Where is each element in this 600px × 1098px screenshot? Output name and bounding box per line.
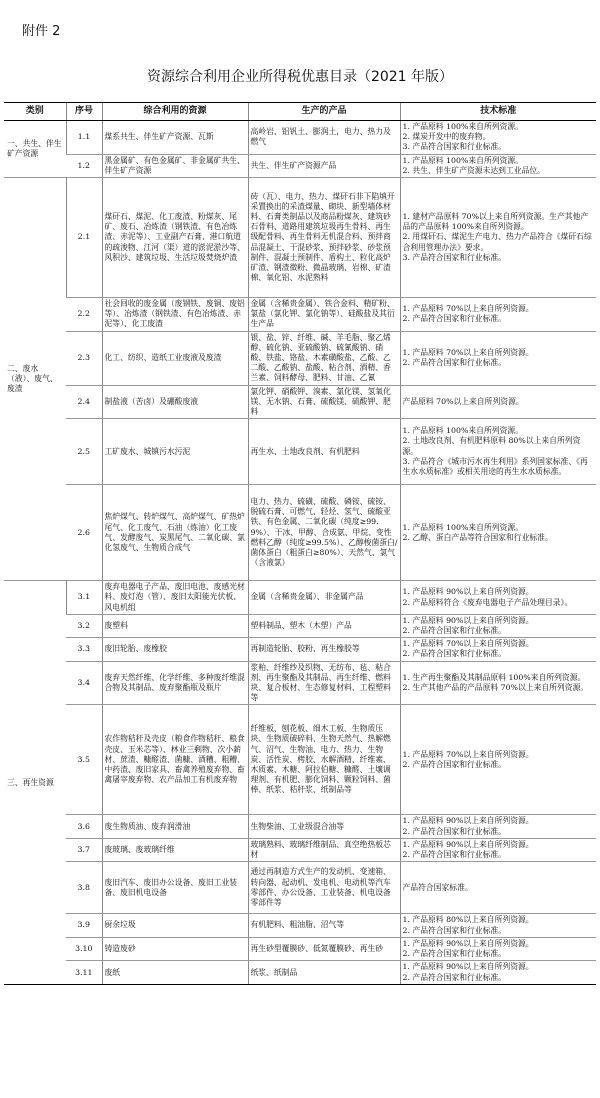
resource-cell: 废玻璃、废玻璃纤维	[102, 838, 248, 861]
resource-cell: 废旧轮胎、废橡胶	[102, 638, 248, 661]
number-cell: 2.1	[66, 178, 102, 298]
standard-cell: 1. 产品原料 90%以上来自所列资源。 2. 产品原料符合《废弃电器电子产品处理目录》。	[400, 581, 596, 615]
table-row	[4, 705, 596, 815]
product-cell: 砖（瓦）、电力、热力、煤矸石非下陷填开采置换出的采渣煤量、砌块、新型墙体材料、石膏类制品以及商品粉煤灰、建筑砂石骨料、道路用建筑垃圾再生骨料、再生级配骨料、再生骨料无机混合料、预拌商品混凝土、干混砂浆、预拌砂浆、砂浆预制件、混凝土预制件、盾构土、粒化高炉矿渣、钢渣微粉、微晶玻璃、岩棉、矿渣棉、氧化铝、水泥熟料	[248, 178, 400, 298]
product-cell: 电力、热力、硫磺、硫酸、磷铵、硫铵、脱硫石膏、可燃气、轻烃、氢气、硫酸亚铁、有色金属、二氧化碳（纯度≥99.9%）、干冰、甲醇、合成氨、甲烷、变性燃料乙醇（纯度≥99.5%）、乙醇梭菌蛋白/菌体蛋白（粗蛋白≥80%）、天然气、氯气（含液氯）	[248, 485, 400, 581]
number-cell: 3.9	[66, 914, 102, 937]
number-cell: 3.8	[66, 862, 102, 914]
attachment-label: 附件 2	[22, 24, 61, 39]
table-row	[4, 419, 596, 485]
resource-cell: 废旧汽车、废旧办公设备、废旧工业装备、废旧机电设备	[102, 862, 248, 914]
resource-cell: 工矿废水、城镇污水污泥	[102, 419, 248, 485]
resource-cell: 铸造废砂	[102, 937, 248, 960]
product-cell: 再生砂型覆膜砂、低氮覆膜砂、再生砂	[248, 937, 400, 960]
product-cell: 高岭岩、铝钒土、膨润土，电力、热力及燃气	[248, 121, 400, 155]
product-cell: 金属（含稀贵金属）、铁合金料、精矿粉、氯盐（氯化钾、氯化钠等）、硅酸盐及其衍生产品	[248, 298, 400, 332]
product-cell: 纤维板、刨花板、细木工板、生物质压块、生物质破碎料、生物天然气、热解燃气、沼气、生物油、电力、热力、生物炭、活性炭、栲胶、水解酒精、纤维素、木质素、木糖、阿拉伯糖、糠醛、土壤调理剂、有机肥、膨化饲料、颗粒饲料、菌棒、纸浆、秸秆浆、纸制品等	[248, 705, 400, 815]
table-row	[4, 121, 596, 155]
standard-cell: 1. 产品原料 90%以上来自所列资源。 2. 产品符合国家和行业标准。	[400, 937, 596, 960]
product-cell: 再制造轮胎、胶粉、再生橡胶等	[248, 638, 400, 661]
table-row	[4, 485, 596, 581]
product-cell: 纸浆、纸制品	[248, 961, 400, 985]
number-cell: 2.5	[66, 419, 102, 485]
table-row	[4, 331, 596, 385]
table-row	[4, 638, 596, 661]
table-row	[4, 614, 596, 637]
table-row	[4, 154, 596, 177]
table-header-row	[4, 103, 596, 121]
resource-cell: 废纸	[102, 961, 248, 985]
number-cell: 3.11	[66, 961, 102, 985]
product-cell: 生物柴油、工业级混合油等	[248, 815, 400, 838]
number-cell: 3.5	[66, 705, 102, 815]
standard-cell: 1. 产品原料 100%来自所列资源。 2. 煤炭开发中的废弃物。 3. 产品符合国家和行业标准。	[400, 121, 596, 155]
table-row	[4, 914, 596, 937]
standard-cell: 1. 生产再生聚酯及其制品原料 100%来自所列资源。 2. 生产其他产品的产品原料 70%以上来自所列资源。	[400, 661, 596, 705]
col-header-product: 生产的产品	[248, 103, 400, 121]
table-row	[4, 385, 596, 419]
standard-cell: 1. 产品原料 100%来自所列资源。 2. 土地改良剂、有机肥料原料 80%以上来自所列资源。 3. 产品符合《城市污水再生利用》系列国家标准、《再生水水质标准》或相关用途的再生水水质标准。	[400, 419, 596, 485]
resource-cell: 废弃天然纤维、化学纤维、多种废纤维混合物及其制品、废弃聚酯瓶及瓶片	[102, 661, 248, 705]
product-cell: 浆粕、纤维纱及织物、无纺布、毡、粘合剂、再生聚酯及其制品、再生纤维、燃料块、复合板材、生态修复材料、工程塑料等	[248, 661, 400, 705]
resource-cell: 废生物质油、废弃润滑油	[102, 815, 248, 838]
col-header-standard: 技术标准	[400, 103, 596, 121]
standard-cell: 1. 产品原料 70%以上来自所列资源。 2. 产品符合国家和行业标准。	[400, 298, 596, 332]
standard-cell: 1. 建材产品原料 70%以上来自所列资源。生产其他产品的产品原料 100%来自所列资源。 2. 用煤矸石、煤泥生产电力、热力产品符合《煤矸石综合利用管理办法》要求。 3. 产品符合国家和行业标准。	[400, 178, 596, 298]
number-cell: 1.1	[66, 121, 102, 155]
number-cell: 3.3	[66, 638, 102, 661]
table-row	[4, 178, 596, 298]
product-cell: 塑料制品、塑木（木塑）产品	[248, 614, 400, 637]
product-cell: 再生水、土地改良剂、有机肥料	[248, 419, 400, 485]
number-cell: 3.4	[66, 661, 102, 705]
table-row	[4, 298, 596, 332]
table-row	[4, 815, 596, 838]
number-cell: 3.6	[66, 815, 102, 838]
product-cell: 通过再制造方式生产的发动机、变速箱、转向器、起动机、发电机、电动机等汽车零部件、办公设备、工业装备、机电设备零部件等	[248, 862, 400, 914]
number-cell: 3.7	[66, 838, 102, 861]
number-cell: 3.1	[66, 581, 102, 615]
product-cell: 玻璃熟料、玻璃纤维制品、真空绝热板芯材	[248, 838, 400, 861]
table-row	[4, 961, 596, 985]
product-cell: 银、盐、锌、纤维、碱、羊毛脂、聚乙烯醇、硫化钠、亚硫酸钠、硫氰酸钠、硝酸、铁盐、铬盐、木素磺酸盐、乙酸、乙二酸、乙酸钠、盐酸、粘合剂、酒精、香兰素、饲料酵母、肥料、甘油、乙氰	[248, 331, 400, 385]
standard-cell: 产品符合国家标准。	[400, 862, 596, 914]
table-row	[4, 862, 596, 914]
standard-cell: 1. 产品原料 70%以上来自所列资源。 2. 产品符合国家和行业标准。	[400, 331, 596, 385]
table-row	[4, 838, 596, 861]
standard-cell: 1. 产品原料 90%以上来自所列资源。 2. 产品符合国家和行业标准。	[400, 614, 596, 637]
table-row	[4, 581, 596, 615]
resource-cell: 农作物秸秆及壳皮（粮食作物秸秆、粮食壳皮、玉米芯等）、林业三剩物、次小薪材、蔗渣、糠醛渣、菌糠、酒糟、粗糟、中药渣、废旧家具、畜禽养殖废弃物、畜禽屠宰废弃物、农产品加工有机废弃物	[102, 705, 248, 815]
category-cell: 三、再生资源	[4, 581, 66, 985]
col-header-number: 序号	[66, 103, 102, 121]
number-cell: 1.2	[66, 154, 102, 177]
number-cell: 3.10	[66, 937, 102, 960]
standard-cell: 1. 产品原料 70%以上来自所列资源。 2. 产品符合国家和行业标准。	[400, 705, 596, 815]
standard-cell: 1. 产品原料 80%以上来自所列资源。 2. 产品符合国家和行业标准。	[400, 914, 596, 937]
standard-cell: 1. 产品原料 100%来自所列资源。 2. 共生、伴生矿产资源未达到工业品位。	[400, 154, 596, 177]
number-cell: 2.3	[66, 331, 102, 385]
resource-cell: 厨余垃圾	[102, 914, 248, 937]
resource-cell: 煤系共生、伴生矿产资源、瓦斯	[102, 121, 248, 155]
resource-cell: 化工、纺织、造纸工业废液及废渣	[102, 331, 248, 385]
standard-cell: 1. 产品原料 90%以上来自所列资源。 2. 产品符合国家和行业标准。	[400, 961, 596, 985]
resource-cell: 黑金属矿、有色金属矿、非金属矿共生、伴生矿产资源	[102, 154, 248, 177]
standard-cell: 1. 产品原料 100%来自所列资源。 2. 乙醇、蛋白产品等符合国家和行业标准。	[400, 485, 596, 581]
product-cell: 共生、伴生矿产资源产品	[248, 154, 400, 177]
number-cell: 2.6	[66, 485, 102, 581]
standard-cell: 1. 产品原料 70%以上来自所列资源。 2. 产品符合国家和行业标准。	[400, 638, 596, 661]
col-header-category: 类别	[4, 103, 66, 121]
product-cell: 有机肥料、粗油脂、沼气等	[248, 914, 400, 937]
table-row	[4, 661, 596, 705]
category-cell: 一、共生、伴生矿产资源	[4, 121, 66, 178]
standard-cell: 产品原料 70%以上来自所列资源。	[400, 385, 596, 419]
resource-cell: 废塑料	[102, 614, 248, 637]
number-cell: 2.2	[66, 298, 102, 332]
col-header-resource: 综合利用的资源	[102, 103, 248, 121]
policy-table	[4, 102, 596, 985]
product-cell: 氯化钾、硝酸钾、溴素、氯化镁、氢氧化镁、无水钠、石膏、硫酸镁、硫酸钾、肥料	[248, 385, 400, 419]
product-cell: 金属（含稀贵金属）、非金属产品	[248, 581, 400, 615]
number-cell: 2.4	[66, 385, 102, 419]
resource-cell: 煤矸石、煤泥、化工废渣、粉煤灰、尾矿、废石、冶炼渣（钢铁渣、有色冶炼渣、赤泥等）、工业副产石膏、港口航道的疏浚物、江河（渠）道的淤泥淤沙等、风积沙、建筑垃圾、生活垃圾焚烧炉渣	[102, 178, 248, 298]
standard-cell: 1. 产品原料 90%以上来自所列资源。 2. 产品符合国家和行业标准。	[400, 838, 596, 861]
resource-cell: 废弃电器电子产品、废旧电池、废感光材料、废灯泡（管）、废旧太阳能光伏板、风电机组	[102, 581, 248, 615]
resource-cell: 社会回收的废金属（废钢铁、废铜、废铝等）、冶炼渣（钢铁渣、有色冶炼渣、赤泥等）、化工废渣	[102, 298, 248, 332]
resource-cell: 制盐液（苦卤）及硼酸废液	[102, 385, 248, 419]
table-row	[4, 937, 596, 960]
category-cell: 二、废水（液）、废气、废渣	[4, 178, 66, 581]
page-title: 资源综合利用企业所得税优惠目录（2021 年版）	[146, 69, 454, 85]
resource-cell: 焦炉煤气、转炉煤气、高炉煤气、矿热炉尾气、化工废气、石油（炼油）化工废气、发酵废气、炭黑尾气、二氧化碳、氯化氢废气、生物质合成气	[102, 485, 248, 581]
number-cell: 3.2	[66, 614, 102, 637]
standard-cell: 1. 产品原料 90%以上来自所列资源。 2. 产品符合国家和行业标准。	[400, 815, 596, 838]
